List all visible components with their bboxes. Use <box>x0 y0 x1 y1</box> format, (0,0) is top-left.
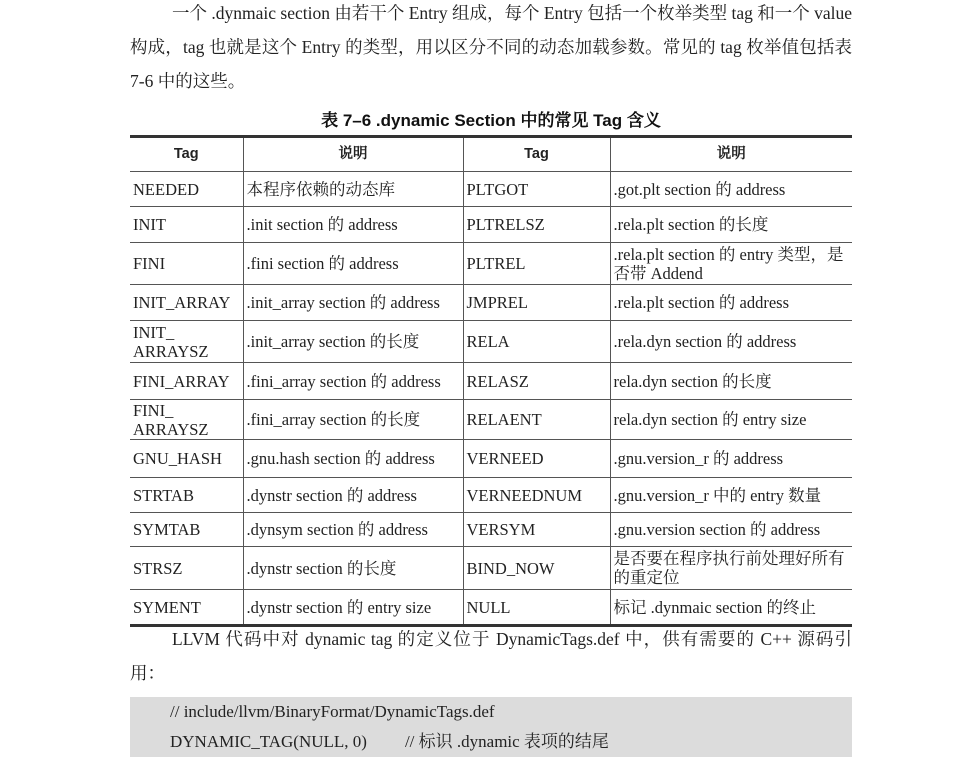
tag-cell: RELAENT <box>463 400 610 440</box>
table-row <box>130 590 852 626</box>
table-row <box>130 172 852 207</box>
description-cell: .rela.plt section 的 address <box>610 285 852 321</box>
tag-cell: SYMENT <box>130 590 243 626</box>
intro-paragraph: 一个 .dynmaic section 由若干个 Entry 组成，每个 Entry 包括一个枚举类型 tag 和一个 value 构成，tag 也就是这个 Entry 的类型，用以区分不同的动态加载参数。常见的 tag 枚举值包括表 7-6 中的这些。 <box>130 3 852 91</box>
tag-cell: JMPREL <box>463 285 610 321</box>
tag-cell: VERNEEDNUM <box>463 478 610 513</box>
tag-cell: BIND_NOW <box>463 547 610 590</box>
code-text: DYNAMIC_TAG(NULL, 0) <box>170 732 367 751</box>
tag-cell: FINI_ARRAY <box>130 363 243 400</box>
code-block <box>130 697 852 757</box>
tag-cell: STRTAB <box>130 478 243 513</box>
tag-cell: SYMTAB <box>130 513 243 547</box>
header-tag: Tag <box>463 137 610 172</box>
tag-cell: NEEDED <box>130 172 243 207</box>
description-cell: .fini_array section 的长度 <box>243 400 463 440</box>
code-comment: // 标识 .dynamic 表项的结尾 <box>404 732 609 751</box>
tag-cell: PLTGOT <box>463 172 610 207</box>
table-row <box>130 285 852 321</box>
description-cell: .fini section 的 address <box>243 243 463 285</box>
description-cell: .rela.plt section 的长度 <box>610 207 852 243</box>
code-line <box>130 727 852 757</box>
table-row <box>130 547 852 590</box>
description-cell: .dynsym section 的 address <box>243 513 463 547</box>
header-description: 说明 <box>243 137 463 172</box>
description-cell: .init_array section 的长度 <box>243 321 463 363</box>
description-cell: .gnu.version_r 中的 entry 数量 <box>610 478 852 513</box>
description-cell: 是否要在程序执行前处理好所有的重定位 <box>610 547 852 590</box>
description-cell: .rela.dyn section 的 address <box>610 321 852 363</box>
description-cell: 标记 .dynmaic section 的终止 <box>610 590 852 626</box>
description-cell: .gnu.hash section 的 address <box>243 440 463 478</box>
outro-paragraph: LLVM 代码中对 dynamic tag 的定义位于 DynamicTags.def 中，供有需要的 C++ 源码引用： <box>130 629 852 683</box>
table-row <box>130 440 852 478</box>
tag-cell: FINI <box>130 243 243 285</box>
table-caption: 表 7–6 .dynamic Section 中的常见 Tag 含义 <box>321 111 661 130</box>
tag-cell: INIT <box>130 207 243 243</box>
code-line: // include/llvm/BinaryFormat/DynamicTags.def <box>170 702 495 721</box>
description-cell: .got.plt section 的 address <box>610 172 852 207</box>
tag-cell: FINI_ ARRAYSZ <box>130 400 243 440</box>
tag-cell: VERNEED <box>463 440 610 478</box>
description-cell: .gnu.version section 的 address <box>610 513 852 547</box>
description-cell: .dynstr section 的 entry size <box>243 590 463 626</box>
table-row <box>130 400 852 440</box>
header-description: 说明 <box>610 137 852 172</box>
description-cell: rela.dyn section 的长度 <box>610 363 852 400</box>
dynamic-tag-table <box>130 135 852 627</box>
table-row <box>130 363 852 400</box>
description-cell: .fini_array section 的 address <box>243 363 463 400</box>
tag-cell: STRSZ <box>130 547 243 590</box>
header-tag: Tag <box>130 137 243 172</box>
description-cell: .gnu.version_r 的 address <box>610 440 852 478</box>
description-cell: .dynstr section 的 address <box>243 478 463 513</box>
table-row <box>130 321 852 363</box>
tag-cell: NULL <box>463 590 610 626</box>
description-cell: rela.dyn section 的 entry size <box>610 400 852 440</box>
table-row <box>130 243 852 285</box>
table-header-row <box>130 137 852 172</box>
tag-cell: INIT_ARRAY <box>130 285 243 321</box>
tag-cell: INIT_ ARRAYSZ <box>130 321 243 363</box>
table-row <box>130 513 852 547</box>
tag-cell: PLTRELSZ <box>463 207 610 243</box>
description-cell: .init section 的 address <box>243 207 463 243</box>
table-row <box>130 478 852 513</box>
tag-cell: RELA <box>463 321 610 363</box>
tag-cell: RELASZ <box>463 363 610 400</box>
table-row <box>130 207 852 243</box>
description-cell: .dynstr section 的长度 <box>243 547 463 590</box>
description-cell: .init_array section 的 address <box>243 285 463 321</box>
tag-cell: VERSYM <box>463 513 610 547</box>
description-cell: 本程序依赖的动态库 <box>243 172 463 207</box>
tag-cell: PLTREL <box>463 243 610 285</box>
description-cell: .rela.plt section 的 entry 类型，是否带 Addend <box>610 243 852 285</box>
tag-cell: GNU_HASH <box>130 440 243 478</box>
